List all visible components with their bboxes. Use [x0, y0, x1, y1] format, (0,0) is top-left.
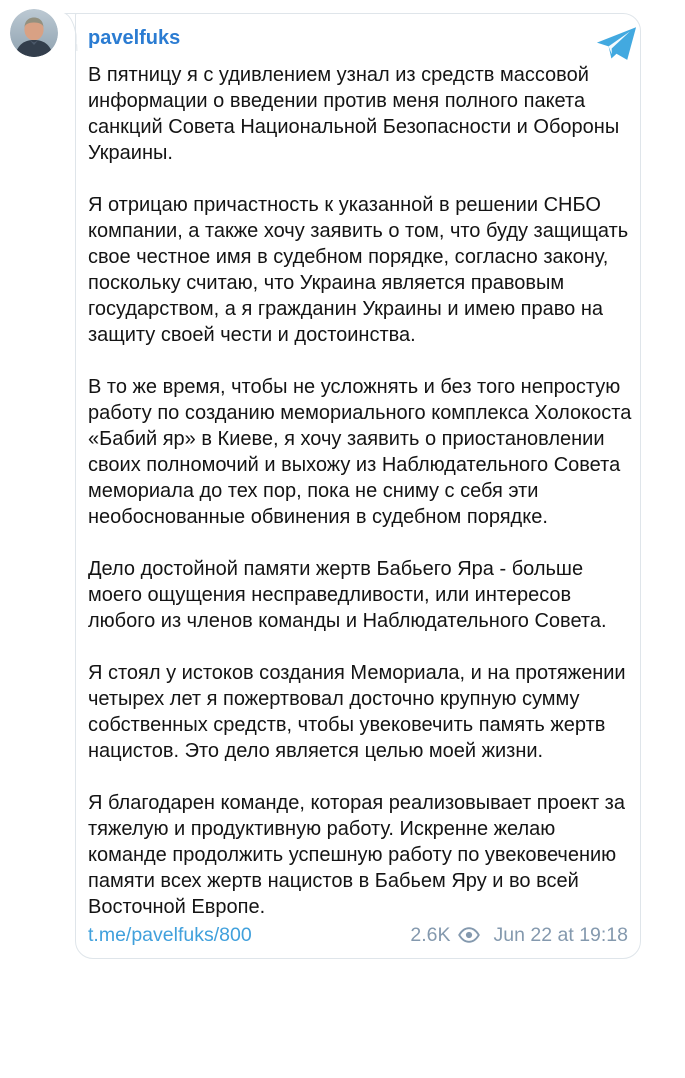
bubble-tail — [63, 13, 79, 53]
eye-icon — [458, 927, 480, 943]
telegram-plane-icon[interactable] — [596, 26, 637, 62]
paragraph: Я отрицаю причастность к указанной в решении СНБО компании, а также хочу заявить о том, что буду защищать свое честное имя в судебном порядке, согласно закону, поскольку считаю, что Украина является правовым государством, а я гражданин Украины и имею право на защиту своей чести и достоинства. — [88, 194, 629, 346]
message-text — [88, 62, 636, 920]
message-header — [88, 24, 628, 50]
message-bubble — [75, 13, 641, 959]
paragraph: Дело достойной памяти жертв Бабьего Яра - больше моего ощущения несправедливости, или интересов любого из членов команды и Наблюдательного Совета. — [88, 558, 607, 632]
message-footer — [88, 922, 628, 948]
post-timestamp: Jun 22 at 19:18 — [493, 924, 628, 946]
post-link[interactable]: t.me/pavelfuks/800 — [88, 924, 252, 946]
channel-name[interactable]: pavelfuks — [88, 27, 181, 49]
message-meta — [410, 922, 628, 948]
channel-avatar[interactable] — [10, 9, 58, 57]
paragraph: В пятницу я с удивлением узнал из средств массовой информации о введении против меня полного пакета санкций Совета Национальной Безопасности и Обороны Украины. — [88, 64, 620, 164]
paragraph: В то же время, чтобы не усложнять и без того непростую работу по созданию мемориального комплекса Холокоста «Бабий яр» в Киеве, я хочу заявить о приостановлении своих полномочий и выхожу из Наблюдательного Совета мемориала до тех пор, пока не сниму с себя эти необоснованные обвинения в судебном порядке. — [88, 376, 632, 528]
avatar-photo — [10, 9, 58, 57]
paragraph: Я стоял у истоков создания Мемориала, и на протяжении четырех лет я пожертвовал досточно крупную сумму собственных средств, чтобы увековечить память жертв нацистов. Это дело является целью моей жизни. — [88, 662, 626, 762]
views-count: 2.6K — [410, 924, 451, 946]
paragraph: Я благодарен команде, которая реализовывает проект за тяжелую и продуктивную работу. Искренне желаю команде продолжить успешную работу по увековечению памяти всех жертв нацистов в Бабьем Яру и во всей Восточной Европе. — [88, 792, 625, 918]
